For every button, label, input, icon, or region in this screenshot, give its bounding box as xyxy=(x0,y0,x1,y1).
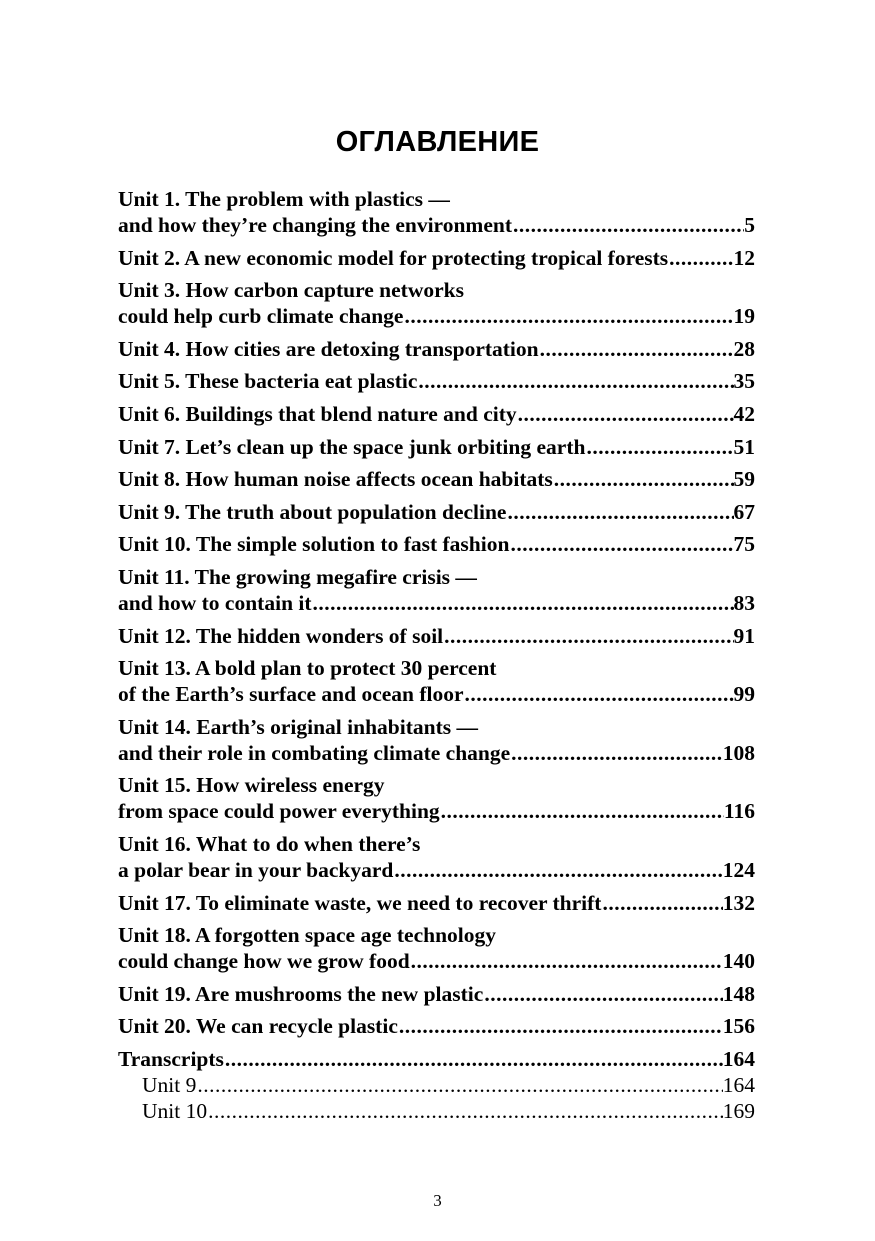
toc-subentry-title: Unit 10 xyxy=(142,1098,208,1123)
toc-entry[interactable] xyxy=(118,499,755,525)
toc-page-number: 42 xyxy=(733,401,755,426)
toc-entry-title-line: Unit 14. Earth’s original inhabitants — xyxy=(118,714,478,739)
dot-leader xyxy=(483,981,722,1007)
toc-page-number: 148 xyxy=(722,981,755,1006)
toc-line xyxy=(118,798,755,824)
toc-page-number: 124 xyxy=(722,857,755,882)
toc-page-number: 51 xyxy=(733,434,755,459)
dot-leader xyxy=(464,681,734,707)
toc-entry-title-line: Unit 18. A forgotten space age technology xyxy=(118,923,497,948)
toc-line xyxy=(118,681,755,707)
dot-leader xyxy=(668,245,733,271)
toc-entry[interactable] xyxy=(118,531,755,557)
toc-subentry[interactable] xyxy=(118,1072,755,1098)
toc-entry-title: Unit 9. The truth about population decline xyxy=(118,499,507,524)
dot-leader xyxy=(398,1013,723,1039)
toc-entry[interactable] xyxy=(118,981,755,1007)
toc-entry-title-line: Unit 1. The problem with plastics — xyxy=(118,187,450,211)
toc-entry[interactable] xyxy=(118,245,755,271)
toc-line xyxy=(118,531,755,557)
toc-line xyxy=(118,401,755,427)
dot-leader xyxy=(509,531,733,557)
toc-entry-title: of the Earth’s surface and ocean floor xyxy=(118,682,464,707)
toc-page-number: 67 xyxy=(733,499,755,524)
toc-page-number: 35 xyxy=(733,369,755,394)
dot-leader xyxy=(403,303,733,329)
toc-line xyxy=(118,368,755,394)
toc-entry-title: from space could power everything xyxy=(118,799,440,824)
toc-entry[interactable] xyxy=(118,434,755,460)
toc-entry[interactable] xyxy=(118,186,755,238)
dot-leader xyxy=(506,499,733,525)
toc-entry[interactable] xyxy=(118,368,755,394)
toc-entry-title: Unit 4. How cities are detoxing transportation xyxy=(118,336,539,361)
toc-page-number: 91 xyxy=(733,623,755,648)
toc-line xyxy=(118,981,755,1007)
toc-page-number: 59 xyxy=(733,467,755,492)
dot-leader xyxy=(443,623,733,649)
toc-entry-title-line: Unit 13. A bold plan to protect 30 percent xyxy=(118,656,497,681)
toc-entry[interactable] xyxy=(118,466,755,492)
toc-entry-title: Unit 7. Let’s clean up the space junk orbiting earth xyxy=(118,434,586,459)
toc-subentry[interactable] xyxy=(118,1098,755,1124)
toc-entry[interactable] xyxy=(118,277,755,329)
toc-page-number: 28 xyxy=(733,336,755,361)
toc-page-number: 164 xyxy=(722,1072,755,1097)
toc-page-number: 156 xyxy=(722,1014,755,1039)
toc-entry-title: Unit 19. Are mushrooms the new plastic xyxy=(118,981,484,1006)
dot-leader xyxy=(393,857,722,883)
dot-leader xyxy=(512,212,744,238)
dot-leader xyxy=(312,590,734,616)
toc-page-number: 132 xyxy=(722,890,755,915)
dot-leader xyxy=(440,798,724,824)
toc-entry-title: Unit 2. A new economic model for protecting tropical forests xyxy=(118,245,669,270)
dot-leader xyxy=(417,368,733,394)
toc-line xyxy=(118,1046,755,1072)
toc-entry[interactable] xyxy=(118,772,755,824)
dot-leader xyxy=(601,890,722,916)
toc-entry[interactable] xyxy=(118,714,755,766)
dot-leader xyxy=(539,336,734,362)
toc-entry[interactable] xyxy=(118,890,755,916)
toc-entries xyxy=(118,186,755,1039)
toc-line xyxy=(118,466,755,492)
toc-entry-title: Unit 6. Buildings that blend nature and city xyxy=(118,401,517,426)
toc-entry-title: Unit 20. We can recycle plastic xyxy=(118,1014,398,1039)
toc-entry[interactable] xyxy=(118,655,755,707)
toc-entry[interactable] xyxy=(118,564,755,616)
toc-entry[interactable] xyxy=(118,922,755,974)
dot-leader xyxy=(196,1072,722,1098)
toc-entry-title-line: Unit 11. The growing megafire crisis — xyxy=(118,564,477,589)
toc-entry-title: Unit 8. How human noise affects ocean habitats xyxy=(118,467,553,492)
toc-line xyxy=(118,336,755,362)
toc-entry-title: Unit 17. To eliminate waste, we need to recover thrift xyxy=(118,890,602,915)
toc-line xyxy=(118,740,755,766)
toc-page-number: 12 xyxy=(733,245,755,270)
toc-line xyxy=(118,245,755,271)
transcript-subentries xyxy=(118,1072,755,1124)
toc-page-number: 5 xyxy=(744,213,755,237)
toc-entry[interactable] xyxy=(118,623,755,649)
toc-page-number: 83 xyxy=(733,590,755,615)
toc-entry-title: and their role in combating climate change xyxy=(118,740,511,765)
toc-page-number: 19 xyxy=(733,304,755,329)
toc-entry-title: Unit 5. These bacteria eat plastic xyxy=(118,369,418,394)
dot-leader xyxy=(510,740,723,766)
toc-entry[interactable] xyxy=(118,336,755,362)
toc-line xyxy=(118,590,755,616)
dot-leader xyxy=(585,434,733,460)
toc-line xyxy=(118,623,755,649)
toc-entry-title: and how to contain it xyxy=(118,590,312,615)
toc-entry-title: Unit 12. The hidden wonders of soil xyxy=(118,623,444,648)
dot-leader xyxy=(410,948,723,974)
toc-line xyxy=(118,948,755,974)
toc-subentry-title: Unit 9 xyxy=(142,1072,197,1097)
page-number: 3 xyxy=(433,1191,442,1210)
toc-entry-title-line: Unit 3. How carbon capture networks xyxy=(118,278,464,303)
toc-page-number: 140 xyxy=(722,949,755,974)
toc-entry-title: Transcripts xyxy=(118,1046,224,1071)
toc-page-number: 169 xyxy=(722,1098,755,1123)
toc-line xyxy=(118,303,755,329)
page-title: ОГЛАВЛЕНИЕ xyxy=(335,126,540,158)
toc-entry-title: Unit 10. The simple solution to fast fashion xyxy=(118,532,510,557)
toc-page-number: 75 xyxy=(733,532,755,557)
toc-line xyxy=(118,1013,755,1039)
toc-entry[interactable] xyxy=(118,1013,755,1039)
toc-page-number: 164 xyxy=(722,1046,755,1071)
toc-entry-title: could help curb climate change xyxy=(118,304,404,329)
toc-entry-transcripts[interactable] xyxy=(118,1046,755,1072)
toc-entry-title: could change how we grow food xyxy=(118,949,410,974)
toc-line xyxy=(118,499,755,525)
toc-entry-title: and how they’re changing the environment xyxy=(118,213,512,237)
toc-entry[interactable] xyxy=(118,831,755,883)
toc-page-number: 116 xyxy=(723,799,755,824)
table-of-contents xyxy=(118,186,755,1124)
dot-leader xyxy=(553,466,734,492)
toc-line xyxy=(118,857,755,883)
dot-leader xyxy=(517,401,734,427)
toc-line xyxy=(118,434,755,460)
dot-leader xyxy=(224,1046,723,1072)
toc-line xyxy=(142,1072,755,1098)
toc-entry-title-line: Unit 15. How wireless energy xyxy=(118,773,385,798)
toc-line xyxy=(118,890,755,916)
toc-page-number: 108 xyxy=(722,740,755,765)
toc-entry-title: a polar bear in your backyard xyxy=(118,857,394,882)
dot-leader xyxy=(207,1098,723,1124)
toc-entry[interactable] xyxy=(118,401,755,427)
toc-page-number: 99 xyxy=(733,682,755,707)
toc-entry-title-line: Unit 16. What to do when there’s xyxy=(118,831,421,856)
toc-line xyxy=(142,1098,755,1124)
toc-line xyxy=(118,212,755,238)
